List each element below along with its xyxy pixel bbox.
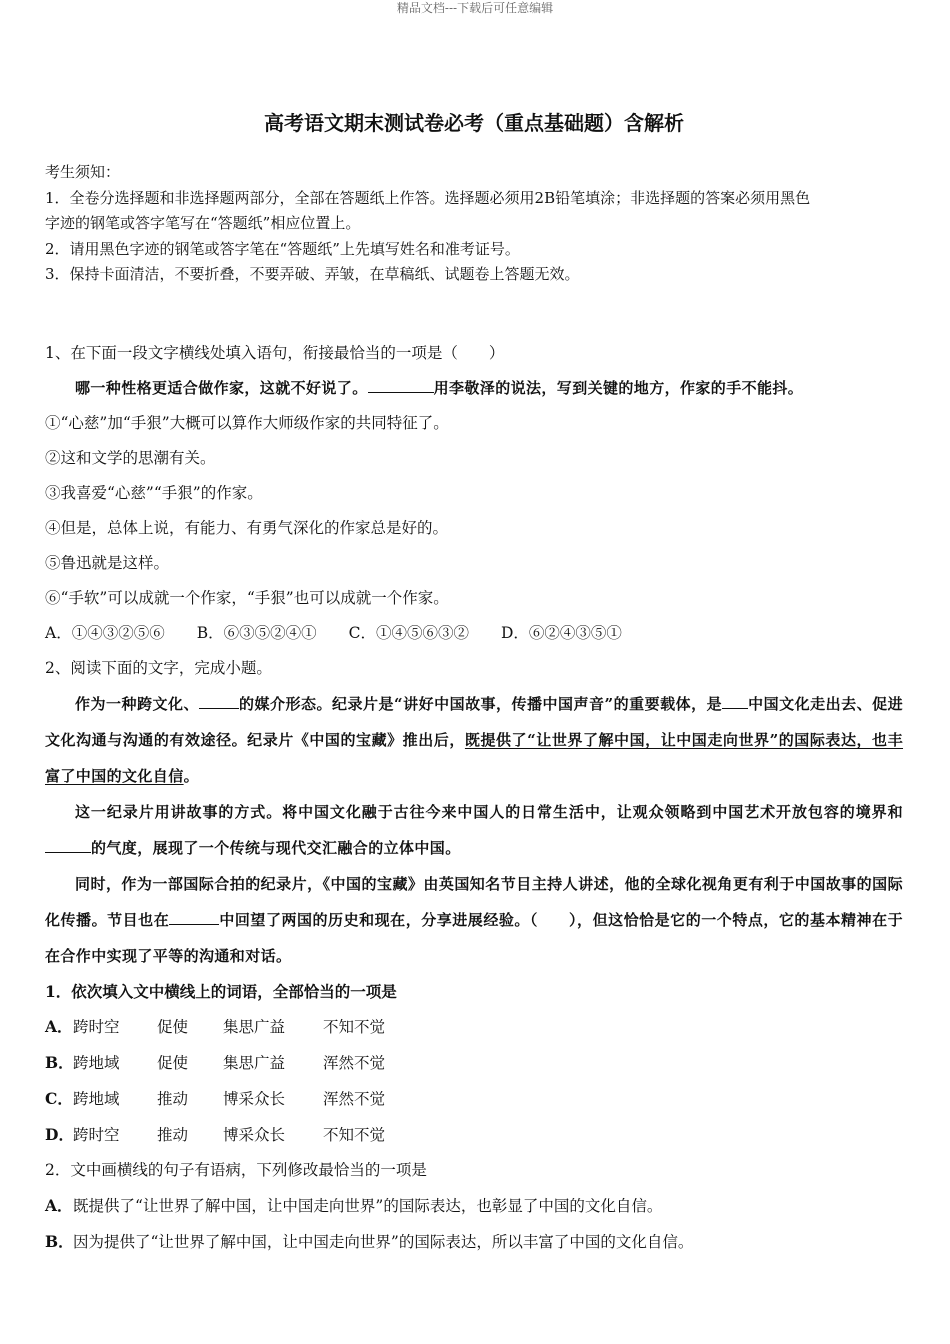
sentence-item: ③我喜爱“心慈”“手狠”的作家。 (45, 483, 263, 502)
option-row[interactable]: B．因为提供了“让世界了解中国，让中国走向世界”的国际表达，所以丰富了中国的文化自信。 (45, 1231, 694, 1251)
page-title: 高考语文期末测试卷必考（重点基础题）含解析 (264, 111, 684, 135)
fill-blank (169, 908, 219, 925)
sentence-item: ⑥“手软”可以成就一个作家，“手狠”也可以成就一个作家。 (45, 588, 449, 607)
sentence-item: ②这和文学的思潮有关。 (45, 448, 216, 467)
question-stem: 2、阅读下面的文字，完成小题。 (45, 658, 272, 677)
notice-item: 2．请用黑色字迹的钢笔或答字笔在“答题纸”上先填写姓名和准考证号。 (45, 239, 520, 258)
option-row[interactable]: C．跨地域 推动 博采众长 浑然不觉 (45, 1088, 386, 1108)
sub-question-stem: 1．依次填入文中横线上的词语，全部恰当的一项是 (45, 981, 397, 1001)
option-row[interactable]: A．跨时空 促使 集思广益 不知不觉 (45, 1016, 386, 1036)
sentence-item: ⑤鲁迅就是这样。 (45, 553, 170, 572)
notice-item: 字迹的钢笔或答字笔写在“答题纸”相应位置上。 (45, 214, 361, 232)
fill-blank (722, 692, 748, 709)
question-2 (45, 651, 903, 1260)
fill-blank (368, 376, 434, 393)
answer-choices (45, 616, 903, 651)
notice-heading: 考生须知： (45, 163, 121, 181)
option-row[interactable]: A．既提供了“让世界了解中国，让中国走向世界”的国际表达，也彰显了中国的文化自信。 (45, 1195, 663, 1215)
choice-d[interactable]: D．⑥②④③⑤① (500, 623, 622, 642)
choice-b[interactable]: B．⑥③⑤②④① (196, 623, 317, 642)
choice-c[interactable]: C．①④⑤⑥③② (348, 623, 469, 642)
sub-question-stem: 2．文中画横线的句子有语病，下列修改最恰当的一项是 (45, 1160, 427, 1179)
notice-section (45, 160, 903, 288)
choice-a[interactable]: A．①④③②⑤⑥ (45, 623, 165, 642)
sentence-item: ④但是，总体上说，有能力、有勇气深化的作家总是好的。 (45, 518, 449, 537)
reading-paragraph: 同时，作为一部国际合拍的纪录片，《中国的宝藏》由英国知名节目主持人讲述，他的全球化视角更有利于中国故事的国际化传播。节目也在 中回望了两国的历史和现在，分享进展经验。（ ），但这恰恰是它的一个特点，它的基本精神在于在合作中实现了平等的沟通和对话。 (45, 874, 903, 965)
option-row[interactable]: D．跨时空 推动 博采众长 不知不觉 (45, 1124, 386, 1144)
question-1 (45, 336, 903, 651)
notice-item: 1．全卷分选择题和非选择题两部分，全部在答题纸上作答。选择题必须用2B铅笔填涂；非选择题的答案必须用黑色 (45, 188, 811, 207)
header-note: 精品文档---下载后可任意编辑 (396, 1, 554, 15)
fill-blank (45, 836, 91, 853)
sentence-item: ①“心慈”加“手狠”大概可以算作大师级作家的共同特征了。 (45, 413, 449, 432)
underlined-sentence: 既提供了“让世界了解中国，让中国走向世界”的国际表达，也丰富了中国的文化自信 (45, 730, 904, 785)
fill-blank (199, 692, 239, 709)
reading-paragraph: 作为一种跨文化、 的媒介形态。纪录片是“讲好中国故事，传播中国声音”的重要载体，是 中国文化走出去、促进文化沟通与沟通的有效途径。纪录片《中国的宝藏》推出后，既提供了“让世界了解中国，让中国走向世界”的国际表达，也丰富了中国的文化自信。 (45, 686, 903, 794)
question-stem: 1、在下面一段文字横线处填入语句，衔接最恰当的一项是（ ） (45, 343, 505, 362)
question-passage: 哪一种性格更适合做作家，这就不好说了。 用李敬泽的说法，写到关键的地方，作家的手不能抖。 (45, 371, 903, 406)
document-page (45, 108, 903, 1260)
notice-item: 3．保持卡面清洁，不要折叠，不要弄破、弄皱，在草稿纸、试题卷上答题无效。 (45, 265, 580, 283)
reading-paragraph: 这一纪录片用讲故事的方式。将中国文化融于古往今来中国人的日常生活中，让观众领略到中国艺术开放包容的境界和的气度，展现了一个传统与现代交汇融合的立体中国。 (45, 794, 903, 866)
option-row[interactable]: B．跨地域 促使 集思广益 浑然不觉 (45, 1052, 386, 1072)
